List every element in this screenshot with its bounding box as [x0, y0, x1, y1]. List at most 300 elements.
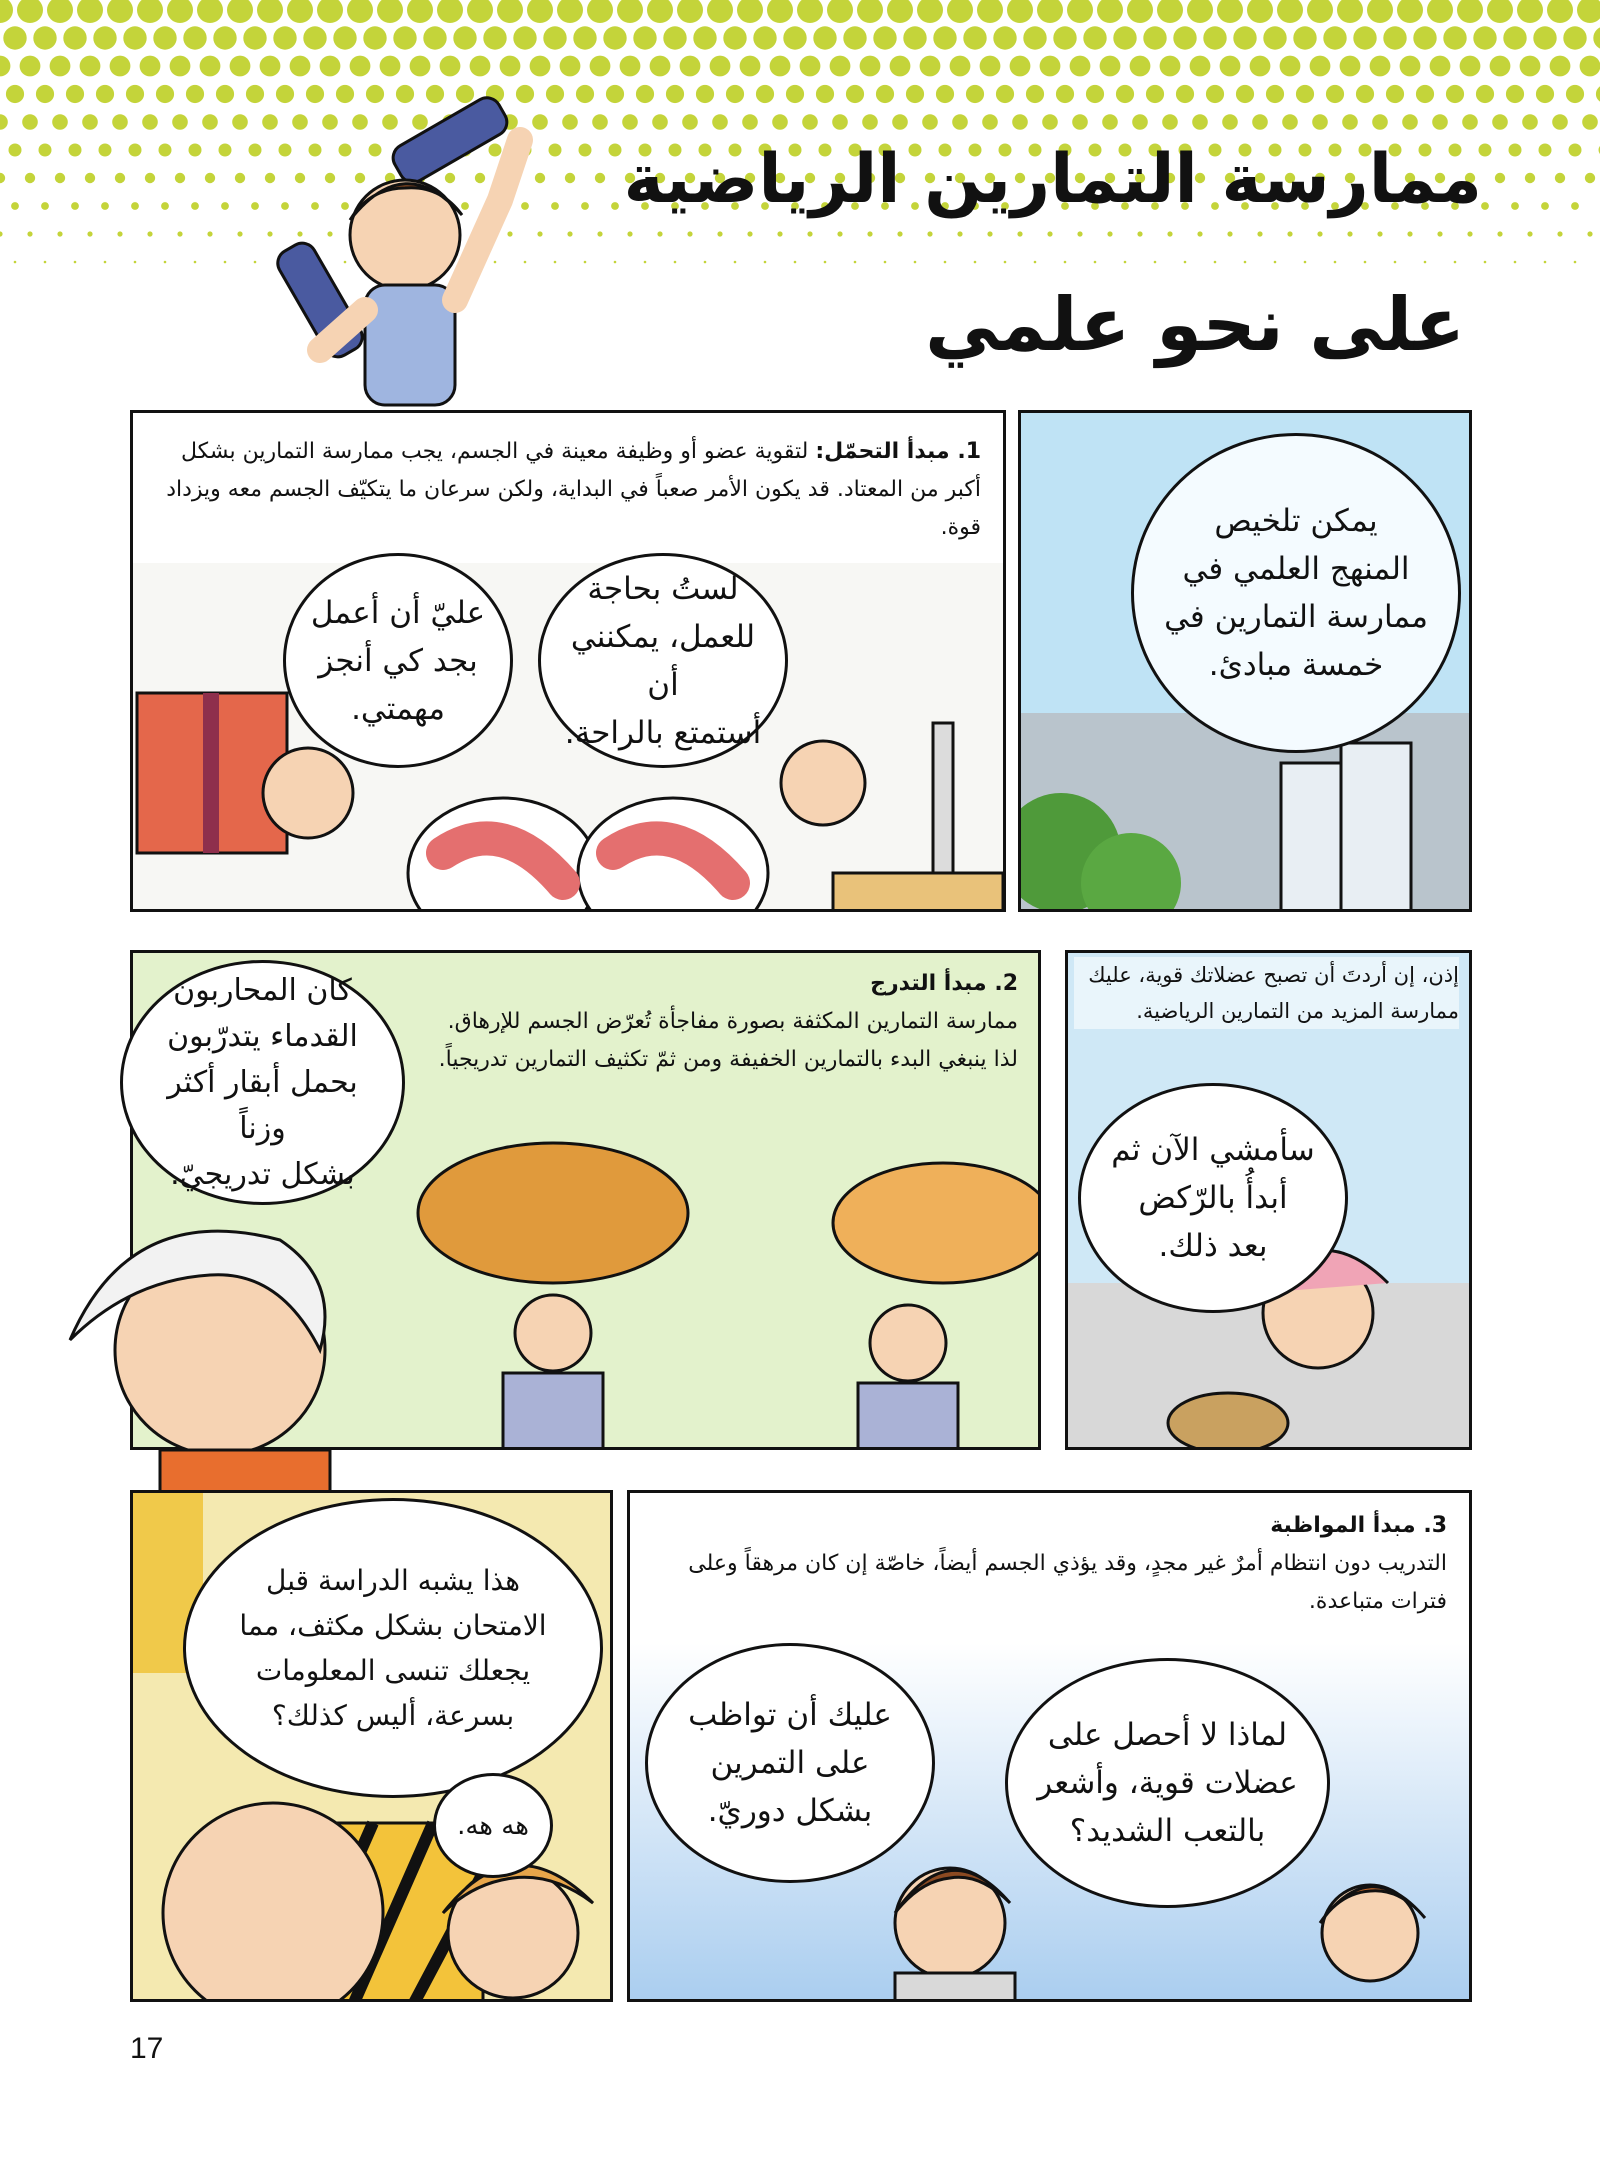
halftone-dot	[1083, 26, 1106, 49]
halftone-dot	[1266, 85, 1284, 103]
regularity-caption	[647, 1507, 1447, 1621]
endurance-caption-heading: 1. مبدأ التحمّل:	[815, 439, 981, 464]
halftone-dot	[1520, 56, 1541, 77]
halftone-dot	[957, 231, 962, 236]
halftone-dot	[1116, 85, 1134, 103]
halftone-dot	[1481, 202, 1489, 210]
halftone-dot	[87, 231, 92, 236]
walk-caption: إذن، إن أردتَ أن تصبح عضلاتك قوية، عليك ممارسة المزيد من التمارين الرياضية.	[1074, 957, 1459, 1029]
speech-bubble-rest: لستُ بحاجة للعمل، يمكنني أن أستمتع بالراحة.	[538, 553, 788, 768]
halftone-dot	[1377, 231, 1382, 236]
halftone-dot	[0, 173, 5, 183]
halftone-dot	[1017, 231, 1022, 236]
halftone-dot	[50, 56, 71, 77]
halftone-dot	[14, 261, 17, 264]
halftone-dot	[147, 231, 152, 236]
halftone-dot	[527, 0, 553, 23]
halftone-dot	[1012, 114, 1028, 130]
halftone-dot	[159, 144, 172, 157]
halftone-dot	[0, 56, 10, 77]
halftone-dot	[1497, 231, 1502, 236]
halftone-dot	[1587, 231, 1592, 236]
halftone-dot	[39, 144, 52, 157]
halftone-dot	[410, 56, 431, 77]
halftone-dot	[1413, 26, 1436, 49]
halftone-dot	[704, 261, 707, 264]
halftone-dot	[772, 114, 788, 130]
halftone-dot	[1160, 56, 1181, 77]
halftone-dot	[197, 0, 223, 23]
halftone-dot	[260, 56, 281, 77]
halftone-dot	[1173, 26, 1196, 49]
halftone-dot	[126, 85, 144, 103]
halftone-dot	[557, 0, 583, 23]
halftone-dot	[1137, 231, 1142, 236]
halftone-dot	[966, 85, 984, 103]
halftone-dot	[813, 26, 836, 49]
halftone-dot	[1563, 26, 1586, 49]
halftone-dot	[63, 26, 86, 49]
halftone-dot	[57, 231, 62, 236]
halftone-dot	[903, 26, 926, 49]
halftone-dot	[96, 85, 114, 103]
halftone-dot	[1555, 173, 1565, 183]
halftone-dot	[483, 26, 506, 49]
halftone-dot	[177, 231, 182, 236]
halftone-dot	[1337, 0, 1363, 23]
halftone-dot	[1034, 261, 1037, 264]
halftone-dot	[0, 114, 8, 130]
halftone-dot	[71, 202, 79, 210]
halftone-dot	[1370, 56, 1391, 77]
halftone-dot	[80, 56, 101, 77]
halftone-dot	[1416, 85, 1434, 103]
halftone-dot	[777, 231, 782, 236]
halftone-dot	[1372, 114, 1388, 130]
halftone-dot	[191, 202, 199, 210]
halftone-dot	[1593, 26, 1600, 49]
halftone-dot	[1533, 26, 1556, 49]
halftone-dot	[666, 85, 684, 103]
halftone-dot	[161, 202, 169, 210]
halftone-dot	[837, 231, 842, 236]
halftone-dot	[500, 56, 521, 77]
endurance-caption	[161, 433, 981, 547]
halftone-dot	[1514, 261, 1517, 264]
halftone-dot	[1287, 231, 1292, 236]
halftone-dot	[1143, 26, 1166, 49]
halftone-dot	[1383, 26, 1406, 49]
halftone-dot	[1042, 114, 1058, 130]
halftone-dot	[603, 26, 626, 49]
halftone-dot	[1585, 173, 1595, 183]
halftone-dot	[1187, 0, 1213, 23]
halftone-dot	[287, 0, 313, 23]
halftone-dot	[1356, 85, 1374, 103]
halftone-dot	[1203, 26, 1226, 49]
progression-caption-body: ممارسة التمارين المكثفة بصورة مفاجأة تُعرّض الجسم للإرهاق. لذا ينبغي البدء بالتمارين الخفيفة ومن ثمّ تكثيف التمارين تدريجياً.	[438, 1009, 1018, 1072]
halftone-dot	[816, 85, 834, 103]
halftone-dot	[1467, 231, 1472, 236]
halftone-dot	[543, 26, 566, 49]
panel-regularity	[627, 1490, 1472, 2002]
halftone-dot	[1293, 26, 1316, 49]
halftone-dot	[104, 261, 107, 264]
halftone-dot	[617, 0, 643, 23]
panel-cram	[130, 1490, 613, 2002]
halftone-dot	[170, 56, 191, 77]
halftone-dot	[1233, 26, 1256, 49]
halftone-dot	[1541, 202, 1549, 210]
halftone-dot	[175, 173, 185, 183]
halftone-dot	[112, 114, 128, 130]
halftone-dot	[1432, 114, 1448, 130]
halftone-dot	[756, 85, 774, 103]
halftone-dot	[467, 0, 493, 23]
halftone-dot	[17, 0, 43, 23]
halftone-dot	[1312, 114, 1328, 130]
halftone-dot	[470, 56, 491, 77]
halftone-dot	[101, 202, 109, 210]
halftone-dot	[1070, 56, 1091, 77]
halftone-dot	[303, 26, 326, 49]
halftone-dot	[230, 56, 251, 77]
halftone-dot	[944, 261, 947, 264]
halftone-dot	[407, 0, 433, 23]
halftone-dot	[1197, 231, 1202, 236]
halftone-dot	[887, 0, 913, 23]
halftone-dot	[1227, 231, 1232, 236]
halftone-dot	[726, 85, 744, 103]
halftone-dot	[1492, 114, 1508, 130]
speech-bubble-summary: يمكن تلخيص المنهج العلمي في ممارسة التمارين في خمسة مبادئ.	[1131, 433, 1461, 753]
halftone-dot	[82, 114, 98, 130]
speech-bubble-cram: هذا يشبه الدراسة قبل الامتحان بشكل مكثف، مما يجعلك تنسى المعلومات بسرعة، أليس كذلك؟	[183, 1498, 603, 1798]
progression-caption	[418, 965, 1018, 1079]
halftone-dot	[1323, 26, 1346, 49]
halftone-dot	[1566, 85, 1584, 103]
halftone-dot	[1460, 56, 1481, 77]
halftone-dot	[1107, 231, 1112, 236]
halftone-dot	[497, 0, 523, 23]
halftone-dot	[1244, 261, 1247, 264]
speech-bubble-regular: عليك أن تواظب على التمرين بشكل دوريّ.	[645, 1643, 935, 1883]
halftone-dot	[9, 144, 22, 157]
halftone-dot	[1427, 0, 1453, 23]
halftone-dot	[350, 56, 371, 77]
halftone-dot	[982, 114, 998, 130]
panel-endurance	[130, 410, 1006, 912]
halftone-dot	[1277, 0, 1303, 23]
halftone-dot	[1217, 0, 1243, 23]
halftone-dot	[876, 85, 894, 103]
halftone-dot	[99, 144, 112, 157]
halftone-dot	[1247, 0, 1273, 23]
halftone-dot	[950, 56, 971, 77]
halftone-dot	[1539, 144, 1552, 157]
halftone-dot	[1400, 56, 1421, 77]
halftone-dot	[920, 56, 941, 77]
halftone-dot	[977, 0, 1003, 23]
halftone-dot	[1326, 85, 1344, 103]
halftone-dot	[52, 114, 68, 130]
halftone-dot	[1056, 85, 1074, 103]
halftone-dot	[1397, 0, 1423, 23]
halftone-dot	[131, 202, 139, 210]
halftone-dot	[1490, 56, 1511, 77]
halftone-dot	[167, 0, 193, 23]
halftone-dot	[530, 56, 551, 77]
halftone-dot	[1552, 114, 1568, 130]
halftone-dot	[1257, 231, 1262, 236]
halftone-dot	[884, 261, 887, 264]
halftone-dot	[742, 114, 758, 130]
halftone-dot	[652, 114, 668, 130]
halftone-dot	[647, 0, 673, 23]
halftone-dot	[650, 56, 671, 77]
panel-walk	[1065, 950, 1472, 1450]
halftone-dot	[802, 114, 818, 130]
halftone-dot	[710, 56, 731, 77]
halftone-dot	[633, 26, 656, 49]
halftone-dot	[980, 56, 1001, 77]
halftone-dot	[1577, 0, 1600, 23]
halftone-dot	[857, 0, 883, 23]
halftone-dot	[1220, 56, 1241, 77]
halftone-dot	[620, 56, 641, 77]
halftone-dot	[1544, 261, 1547, 264]
halftone-dot	[663, 26, 686, 49]
halftone-dot	[1522, 114, 1538, 130]
halftone-dot	[1282, 114, 1298, 130]
halftone-dot	[41, 202, 49, 210]
halftone-dot	[1132, 114, 1148, 130]
halftone-dot	[854, 261, 857, 264]
halftone-dot	[767, 0, 793, 23]
regularity-caption-body: التدريب دون انتظام أمرٌ غير مجدٍ، وقد يؤذي الجسم أيضاً، خاصّة إن كان مرهقاً وعلى فترات متباعدة.	[688, 1551, 1447, 1614]
halftone-dot	[20, 56, 41, 77]
halftone-dot	[1437, 231, 1442, 236]
halftone-dot	[1010, 56, 1031, 77]
halftone-dot	[363, 26, 386, 49]
halftone-dot	[927, 231, 932, 236]
halftone-dot	[1536, 85, 1554, 103]
halftone-dot	[1430, 56, 1451, 77]
halftone-dot	[770, 56, 791, 77]
halftone-dot	[1127, 0, 1153, 23]
halftone-dot	[1067, 0, 1093, 23]
halftone-dot	[1097, 0, 1123, 23]
halftone-dot	[213, 26, 236, 49]
halftone-dot	[1367, 0, 1393, 23]
halftone-dot	[377, 0, 403, 23]
halftone-dot	[1100, 56, 1121, 77]
halftone-dot	[142, 114, 158, 130]
professor-illustration	[10, 1180, 430, 1500]
halftone-dot	[753, 26, 776, 49]
halftone-dot	[696, 85, 714, 103]
halftone-dot	[846, 85, 864, 103]
halftone-dot	[1040, 56, 1061, 77]
halftone-dot	[1072, 114, 1088, 130]
halftone-dot	[1296, 85, 1314, 103]
halftone-dot	[1407, 231, 1412, 236]
halftone-dot	[164, 261, 167, 264]
halftone-dot	[952, 114, 968, 130]
halftone-dot	[1304, 261, 1307, 264]
halftone-dot	[1569, 144, 1582, 157]
halftone-dot	[44, 261, 47, 264]
halftone-dot	[797, 0, 823, 23]
halftone-dot	[1317, 231, 1322, 236]
halftone-dot	[200, 56, 221, 77]
halftone-dot	[1047, 231, 1052, 236]
halftone-dot	[1077, 231, 1082, 236]
halftone-dot	[860, 56, 881, 77]
halftone-dot	[906, 85, 924, 103]
halftone-dot	[145, 173, 155, 183]
halftone-dot	[1007, 0, 1033, 23]
halftone-dot	[1527, 231, 1532, 236]
halftone-dot	[1206, 85, 1224, 103]
halftone-dot	[123, 26, 146, 49]
halftone-dot	[129, 144, 142, 157]
halftone-dot	[1457, 0, 1483, 23]
halftone-dot	[1157, 0, 1183, 23]
halftone-dot	[1162, 114, 1178, 130]
halftone-dot	[1250, 56, 1271, 77]
halftone-dot	[1446, 85, 1464, 103]
halftone-dot	[794, 261, 797, 264]
halftone-dot	[140, 56, 161, 77]
halftone-dot	[1026, 85, 1044, 103]
halftone-dot	[680, 56, 701, 77]
halftone-dot	[1004, 261, 1007, 264]
halftone-dot	[1340, 56, 1361, 77]
halftone-dot	[1334, 261, 1337, 264]
halftone-dot	[1487, 0, 1513, 23]
halftone-dot	[1386, 85, 1404, 103]
halftone-dot	[590, 56, 611, 77]
halftone-dot	[1146, 85, 1164, 103]
halftone-dot	[963, 26, 986, 49]
halftone-dot	[110, 56, 131, 77]
halftone-dot	[707, 0, 733, 23]
halftone-dot	[513, 26, 536, 49]
halftone-dot	[1596, 85, 1600, 103]
halftone-dot	[737, 0, 763, 23]
halftone-dot	[273, 26, 296, 49]
panel-intro	[1018, 410, 1472, 912]
halftone-dot	[830, 56, 851, 77]
halftone-dot	[1547, 0, 1573, 23]
halftone-dot	[69, 144, 82, 157]
halftone-dot	[1222, 114, 1238, 130]
halftone-dot	[156, 85, 174, 103]
halftone-dot	[892, 114, 908, 130]
halftone-dot	[786, 85, 804, 103]
page-title-line-2: على نحو علمي	[925, 282, 1465, 368]
halftone-dot	[843, 26, 866, 49]
halftone-dot	[66, 85, 84, 103]
halftone-dot	[290, 56, 311, 77]
halftone-dot	[243, 26, 266, 49]
halftone-dot	[1342, 114, 1358, 130]
halftone-dot	[380, 56, 401, 77]
halftone-dot	[77, 0, 103, 23]
halftone-dot	[6, 85, 24, 103]
halftone-dot	[922, 114, 938, 130]
speech-bubble-why-tired: لماذا لا أحصل على عضلات قوية، وأشعر بالتعب الشديد؟	[1005, 1658, 1330, 1908]
halftone-dot	[1582, 114, 1598, 130]
halftone-dot	[764, 261, 767, 264]
halftone-dot	[1495, 173, 1505, 183]
halftone-dot	[1353, 26, 1376, 49]
speech-bubble-warriors: كان المحاربون القدماء يتدرّبون بحمل أبقار أكثر وزناً بشكل تدريجيّ.	[120, 960, 405, 1205]
halftone-dot	[1176, 85, 1194, 103]
halftone-dot	[93, 26, 116, 49]
halftone-dot	[917, 0, 943, 23]
halftone-dot	[1274, 261, 1277, 264]
halftone-dot	[947, 0, 973, 23]
halftone-dot	[1192, 114, 1208, 130]
halftone-dot	[227, 0, 253, 23]
halftone-dot	[1130, 56, 1151, 77]
halftone-dot	[1525, 173, 1535, 183]
halftone-dot	[320, 56, 341, 77]
halftone-dot	[723, 26, 746, 49]
halftone-dot	[333, 26, 356, 49]
halftone-dot	[347, 0, 373, 23]
regularity-caption-heading: 3. مبدأ المواظبة	[1270, 1513, 1447, 1538]
halftone-dot	[1571, 202, 1579, 210]
halftone-dot	[1310, 56, 1331, 77]
halftone-dot	[36, 85, 54, 103]
halftone-dot	[0, 0, 13, 23]
halftone-dot	[1280, 56, 1301, 77]
halftone-dot	[827, 0, 853, 23]
halftone-dot	[1263, 26, 1286, 49]
halftone-dot	[55, 173, 65, 183]
halftone-dot	[1214, 261, 1217, 264]
halftone-dot	[1580, 56, 1600, 77]
speech-bubble-hard-work: عليّ أن أعمل بجد كي أنجز مهمتي.	[283, 553, 513, 768]
halftone-dot	[393, 26, 416, 49]
halftone-dot	[134, 261, 137, 264]
halftone-dot	[137, 0, 163, 23]
halftone-dot	[1443, 26, 1466, 49]
halftone-dot	[740, 56, 761, 77]
halftone-dot	[987, 231, 992, 236]
halftone-dot	[47, 0, 73, 23]
athlete-dumbbells-illustration	[200, 80, 650, 410]
halftone-dot	[74, 261, 77, 264]
speech-bubble-laugh: هه هه.	[433, 1773, 553, 1878]
halftone-dot	[1402, 114, 1418, 130]
halftone-dot	[747, 231, 752, 236]
halftone-dot	[712, 114, 728, 130]
halftone-dot	[437, 0, 463, 23]
halftone-dot	[183, 26, 206, 49]
halftone-dot	[1473, 26, 1496, 49]
page-title-line-1: ممارسة التمارين الرياضية	[623, 140, 1482, 219]
halftone-dot	[33, 26, 56, 49]
halftone-dot	[1476, 85, 1494, 103]
halftone-dot	[693, 26, 716, 49]
halftone-dot	[85, 173, 95, 183]
halftone-dot	[1550, 56, 1571, 77]
halftone-dot	[1517, 0, 1543, 23]
